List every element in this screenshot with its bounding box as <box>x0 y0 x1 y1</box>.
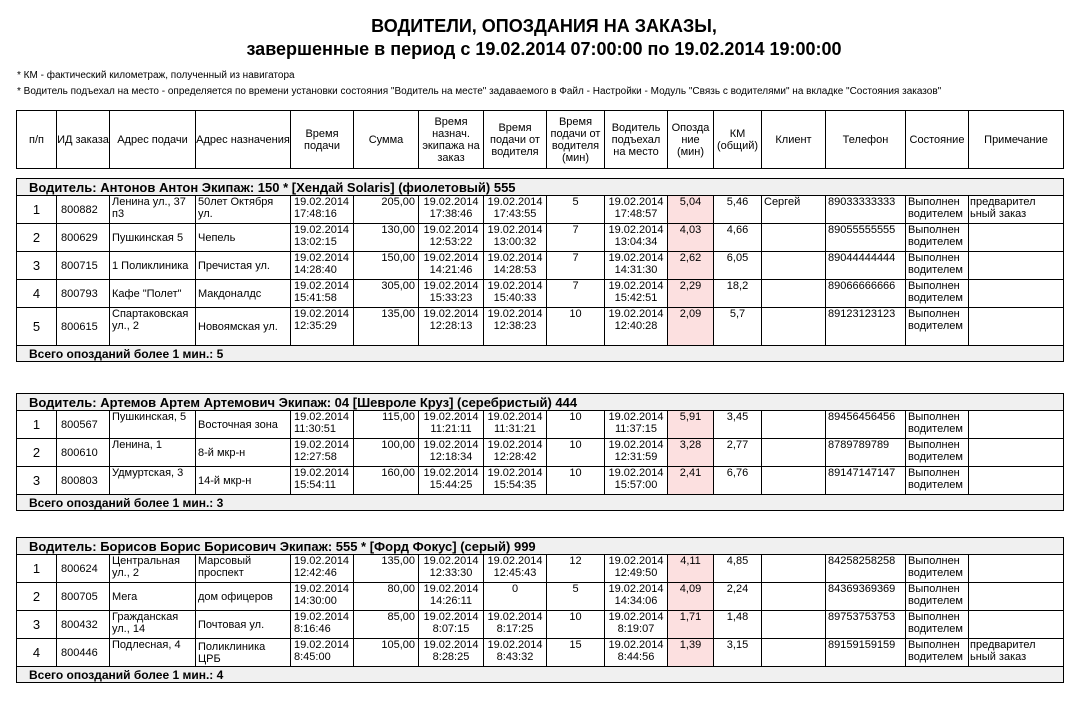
cell-late: 4,11 <box>668 555 714 583</box>
cell-driver-time: 19.02.2014 17:43:55 <box>484 196 547 224</box>
cell-pickup: Спартаковская ул., 2 <box>110 308 196 346</box>
cell-np: 4 <box>17 639 57 667</box>
col-np: п/п <box>17 111 57 169</box>
cell-client <box>762 411 826 439</box>
cell-driver-min: 7 <box>547 224 605 252</box>
cell-driver-time: 19.02.2014 12:45:43 <box>484 555 547 583</box>
cell-km: 6,76 <box>714 467 762 495</box>
cell-dest: 14-й мкр-н <box>196 467 291 495</box>
cell-arrived: 19.02.2014 17:48:57 <box>605 196 668 224</box>
cell-client <box>762 467 826 495</box>
table-row <box>17 611 1064 639</box>
cell-km: 5,46 <box>714 196 762 224</box>
cell-driver-time: 19.02.2014 8:43:32 <box>484 639 547 667</box>
cell-assigned: 19.02.2014 15:33:23 <box>419 280 484 308</box>
cell-remark <box>969 555 1064 583</box>
cell-id: 800624 <box>57 555 110 583</box>
cell-client <box>762 280 826 308</box>
cell-pickup: Кафе "Полет" <box>110 280 196 308</box>
cell-pickup: 1 Поликлиника <box>110 252 196 280</box>
cell-late: 5,04 <box>668 196 714 224</box>
cell-remark <box>969 280 1064 308</box>
col-driver-time: Время подачи от водителя <box>484 111 547 169</box>
cell-driver-min: 5 <box>547 583 605 611</box>
column-header-table <box>16 110 1064 169</box>
cell-remark <box>969 224 1064 252</box>
cell-phone: 89753753753 <box>826 611 906 639</box>
cell-client <box>762 308 826 346</box>
cell-id: 800803 <box>57 467 110 495</box>
cell-sum: 205,00 <box>354 196 419 224</box>
cell-assigned: 19.02.2014 14:21:46 <box>419 252 484 280</box>
cell-late: 2,41 <box>668 467 714 495</box>
cell-late: 1,39 <box>668 639 714 667</box>
table-row <box>17 467 1064 495</box>
cell-np: 5 <box>17 308 57 346</box>
cell-km: 4,85 <box>714 555 762 583</box>
cell-np: 2 <box>17 439 57 467</box>
col-id: ИД заказа <box>57 111 110 169</box>
cell-state: Выполнен водителем <box>906 467 969 495</box>
cell-id: 800793 <box>57 280 110 308</box>
cell-sum: 100,00 <box>354 439 419 467</box>
cell-pickup: Удмуртская, 3 <box>110 467 196 495</box>
cell-driver-time: 19.02.2014 8:17:25 <box>484 611 547 639</box>
cell-phone: 89055555555 <box>826 224 906 252</box>
cell-arrived: 19.02.2014 12:40:28 <box>605 308 668 346</box>
cell-dest: дом офицеров <box>196 583 291 611</box>
cell-time: 19.02.2014 13:02:15 <box>291 224 354 252</box>
cell-phone: 8789789789 <box>826 439 906 467</box>
driver-group-total: Всего опозданий более 1 мин.: 5 <box>17 346 1064 362</box>
report-title: ВОДИТЕЛИ, ОПОЗДАНИЯ НА ЗАКАЗЫ, <box>371 16 717 36</box>
col-remark: Примечание <box>969 111 1064 169</box>
cell-state: Выполнен водителем <box>906 252 969 280</box>
cell-assigned: 19.02.2014 15:44:25 <box>419 467 484 495</box>
cell-phone: 89147147147 <box>826 467 906 495</box>
cell-sum: 105,00 <box>354 639 419 667</box>
cell-id: 800615 <box>57 308 110 346</box>
cell-dest: Пречистая ул. <box>196 252 291 280</box>
table-row <box>17 252 1064 280</box>
note-km: * КМ - фактический километраж, полученный из навигатора <box>17 70 295 81</box>
cell-dest: Почтовая ул. <box>196 611 291 639</box>
cell-remark <box>969 411 1064 439</box>
cell-remark <box>969 467 1064 495</box>
cell-late: 2,29 <box>668 280 714 308</box>
cell-arrived: 19.02.2014 8:44:56 <box>605 639 668 667</box>
cell-assigned: 19.02.2014 8:07:15 <box>419 611 484 639</box>
cell-state: Выполнен водителем <box>906 611 969 639</box>
cell-driver-time: 19.02.2014 14:28:53 <box>484 252 547 280</box>
cell-state: Выполнен водителем <box>906 439 969 467</box>
col-dest: Адрес назначения <box>196 111 291 169</box>
col-km: КМ (общий) <box>714 111 762 169</box>
cell-dest: 50лет Октября ул. <box>196 196 291 224</box>
cell-id: 800567 <box>57 411 110 439</box>
cell-driver-min: 10 <box>547 611 605 639</box>
cell-client <box>762 252 826 280</box>
cell-assigned: 19.02.2014 17:38:46 <box>419 196 484 224</box>
col-assigned: Время назнач. экипажа на заказ <box>419 111 484 169</box>
table-row <box>17 411 1064 439</box>
cell-id: 800610 <box>57 439 110 467</box>
cell-id: 800446 <box>57 639 110 667</box>
cell-pickup: Пушкинская, 5 <box>110 411 196 439</box>
cell-driver-time: 0 <box>484 583 547 611</box>
cell-arrived: 19.02.2014 12:31:59 <box>605 439 668 467</box>
table-row <box>17 280 1064 308</box>
cell-driver-time: 19.02.2014 12:38:23 <box>484 308 547 346</box>
cell-client <box>762 439 826 467</box>
cell-state: Выполнен водителем <box>906 280 969 308</box>
cell-time: 19.02.2014 11:30:51 <box>291 411 354 439</box>
cell-assigned: 19.02.2014 8:28:25 <box>419 639 484 667</box>
cell-driver-time: 19.02.2014 15:40:33 <box>484 280 547 308</box>
driver-group <box>16 537 1064 683</box>
cell-arrived: 19.02.2014 15:42:51 <box>605 280 668 308</box>
cell-phone: 89456456456 <box>826 411 906 439</box>
cell-np: 2 <box>17 224 57 252</box>
table-row <box>17 583 1064 611</box>
col-late: Опозда ние (мин) <box>668 111 714 169</box>
cell-id: 800705 <box>57 583 110 611</box>
cell-driver-time: 19.02.2014 11:31:21 <box>484 411 547 439</box>
report-subtitle: завершенные в период с 19.02.2014 07:00:00 по 19.02.2014 19:00:00 <box>246 39 842 59</box>
cell-arrived: 19.02.2014 11:37:15 <box>605 411 668 439</box>
cell-dest: 8-й мкр-н <box>196 439 291 467</box>
table-row <box>17 639 1064 667</box>
cell-late: 4,03 <box>668 224 714 252</box>
col-time: Время подачи <box>291 111 354 169</box>
cell-np: 1 <box>17 411 57 439</box>
cell-time: 19.02.2014 8:45:00 <box>291 639 354 667</box>
cell-assigned: 19.02.2014 12:28:13 <box>419 308 484 346</box>
cell-state: Выполнен водителем <box>906 224 969 252</box>
cell-state: Выполнен водителем <box>906 639 969 667</box>
driver-group-header: Водитель: Артемов Артем Артемович Экипаж: 04 [Шевроле Круз] (серебристый) 444 <box>17 394 1064 411</box>
cell-late: 5,91 <box>668 411 714 439</box>
col-phone: Телефон <box>826 111 906 169</box>
driver-group <box>16 393 1064 511</box>
cell-state: Выполнен водителем <box>906 196 969 224</box>
driver-group-total: Всего опозданий более 1 мин.: 3 <box>17 495 1064 511</box>
driver-group-header: Водитель: Антонов Антон Экипаж: 150 * [Хендай Solaris] (фиолетовый) 555 <box>17 179 1064 196</box>
cell-time: 19.02.2014 12:27:58 <box>291 439 354 467</box>
col-arrived: Водитель подъехал на место <box>605 111 668 169</box>
cell-driver-time: 19.02.2014 15:54:35 <box>484 467 547 495</box>
cell-km: 1,48 <box>714 611 762 639</box>
cell-time: 19.02.2014 15:41:58 <box>291 280 354 308</box>
cell-dest: Поликлиника ЦРБ <box>196 639 291 667</box>
col-pickup: Адрес подачи <box>110 111 196 169</box>
cell-phone: 89123123123 <box>826 308 906 346</box>
cell-id: 800882 <box>57 196 110 224</box>
cell-np: 3 <box>17 467 57 495</box>
table-row <box>17 555 1064 583</box>
cell-arrived: 19.02.2014 14:34:06 <box>605 583 668 611</box>
cell-driver-min: 15 <box>547 639 605 667</box>
cell-remark <box>969 611 1064 639</box>
cell-phone: 89066666666 <box>826 280 906 308</box>
cell-driver-min: 10 <box>547 411 605 439</box>
cell-driver-min: 7 <box>547 252 605 280</box>
table-row <box>17 196 1064 224</box>
cell-assigned: 19.02.2014 12:18:34 <box>419 439 484 467</box>
cell-dest: Марсовый проспект <box>196 555 291 583</box>
cell-id: 800629 <box>57 224 110 252</box>
cell-time: 19.02.2014 14:30:00 <box>291 583 354 611</box>
cell-late: 4,09 <box>668 583 714 611</box>
cell-late: 3,28 <box>668 439 714 467</box>
cell-state: Выполнен водителем <box>906 555 969 583</box>
cell-arrived: 19.02.2014 15:57:00 <box>605 467 668 495</box>
cell-driver-min: 10 <box>547 308 605 346</box>
cell-late: 2,62 <box>668 252 714 280</box>
cell-sum: 160,00 <box>354 467 419 495</box>
cell-dest: Новоямская ул. <box>196 308 291 346</box>
cell-time: 19.02.2014 12:35:29 <box>291 308 354 346</box>
cell-arrived: 19.02.2014 14:31:30 <box>605 252 668 280</box>
cell-client <box>762 611 826 639</box>
cell-pickup: Подлесная, 4 <box>110 639 196 667</box>
cell-time: 19.02.2014 12:42:46 <box>291 555 354 583</box>
cell-km: 4,66 <box>714 224 762 252</box>
cell-driver-time: 19.02.2014 13:00:32 <box>484 224 547 252</box>
cell-np: 3 <box>17 252 57 280</box>
cell-arrived: 19.02.2014 13:04:34 <box>605 224 668 252</box>
table-row <box>17 224 1064 252</box>
note-arrival: * Водитель подъехал на место - определяется по времени установки состояния "Водитель на месте" задаваемого в Файл - Настройки - Модуль "Связь с водителями" на вкладке "Состояния заказов" <box>17 86 942 97</box>
cell-time: 19.02.2014 8:16:46 <box>291 611 354 639</box>
cell-client <box>762 555 826 583</box>
cell-km: 18,2 <box>714 280 762 308</box>
cell-km: 6,05 <box>714 252 762 280</box>
cell-arrived: 19.02.2014 12:49:50 <box>605 555 668 583</box>
cell-remark <box>969 583 1064 611</box>
cell-pickup: Гражданская ул., 14 <box>110 611 196 639</box>
col-client: Клиент <box>762 111 826 169</box>
driver-group-header: Водитель: Борисов Борис Борисович Экипаж: 555 * [Форд Фокус] (серый) 999 <box>17 538 1064 555</box>
cell-phone: 84369369369 <box>826 583 906 611</box>
cell-np: 1 <box>17 196 57 224</box>
table-row <box>17 439 1064 467</box>
cell-id: 800715 <box>57 252 110 280</box>
table-row <box>17 308 1064 346</box>
cell-remark: предварител ьный заказ <box>969 196 1064 224</box>
cell-driver-min: 12 <box>547 555 605 583</box>
cell-state: Выполнен водителем <box>906 308 969 346</box>
cell-late: 1,71 <box>668 611 714 639</box>
cell-dest: Макдоналдс <box>196 280 291 308</box>
cell-km: 3,45 <box>714 411 762 439</box>
cell-phone: 89044444444 <box>826 252 906 280</box>
driver-group <box>16 178 1064 362</box>
cell-arrived: 19.02.2014 8:19:07 <box>605 611 668 639</box>
cell-assigned: 19.02.2014 12:33:30 <box>419 555 484 583</box>
cell-np: 1 <box>17 555 57 583</box>
cell-remark <box>969 308 1064 346</box>
driver-group-total: Всего опозданий более 1 мин.: 4 <box>17 667 1064 683</box>
cell-driver-min: 10 <box>547 467 605 495</box>
cell-pickup: Мега <box>110 583 196 611</box>
cell-sum: 135,00 <box>354 555 419 583</box>
cell-phone: 89159159159 <box>826 639 906 667</box>
cell-assigned: 19.02.2014 11:21:11 <box>419 411 484 439</box>
cell-time: 19.02.2014 15:54:11 <box>291 467 354 495</box>
cell-pickup: Ленина, 1 <box>110 439 196 467</box>
cell-sum: 80,00 <box>354 583 419 611</box>
cell-client <box>762 583 826 611</box>
cell-np: 3 <box>17 611 57 639</box>
cell-np: 4 <box>17 280 57 308</box>
cell-sum: 85,00 <box>354 611 419 639</box>
cell-late: 2,09 <box>668 308 714 346</box>
cell-pickup: Ленина ул., 37 п3 <box>110 196 196 224</box>
cell-state: Выполнен водителем <box>906 583 969 611</box>
cell-sum: 130,00 <box>354 224 419 252</box>
cell-client <box>762 639 826 667</box>
cell-phone: 84258258258 <box>826 555 906 583</box>
col-state: Состояние <box>906 111 969 169</box>
cell-sum: 305,00 <box>354 280 419 308</box>
cell-phone: 89033333333 <box>826 196 906 224</box>
cell-time: 19.02.2014 17:48:16 <box>291 196 354 224</box>
cell-driver-min: 5 <box>547 196 605 224</box>
cell-sum: 150,00 <box>354 252 419 280</box>
cell-remark <box>969 252 1064 280</box>
cell-driver-min: 7 <box>547 280 605 308</box>
cell-sum: 135,00 <box>354 308 419 346</box>
cell-km: 2,77 <box>714 439 762 467</box>
cell-dest: Восточная зона <box>196 411 291 439</box>
cell-time: 19.02.2014 14:28:40 <box>291 252 354 280</box>
col-sum: Сумма <box>354 111 419 169</box>
cell-np: 2 <box>17 583 57 611</box>
cell-driver-time: 19.02.2014 12:28:42 <box>484 439 547 467</box>
cell-remark <box>969 439 1064 467</box>
col-driver-min: Время подачи от водителя (мин) <box>547 111 605 169</box>
cell-pickup: Центральная ул., 2 <box>110 555 196 583</box>
cell-pickup: Пушкинская 5 <box>110 224 196 252</box>
cell-km: 5,7 <box>714 308 762 346</box>
cell-id: 800432 <box>57 611 110 639</box>
cell-km: 2,24 <box>714 583 762 611</box>
cell-client: Сергей <box>762 196 826 224</box>
cell-driver-min: 10 <box>547 439 605 467</box>
cell-assigned: 19.02.2014 14:26:11 <box>419 583 484 611</box>
cell-state: Выполнен водителем <box>906 411 969 439</box>
cell-km: 3,15 <box>714 639 762 667</box>
cell-remark: предварител ьный заказ <box>969 639 1064 667</box>
cell-assigned: 19.02.2014 12:53:22 <box>419 224 484 252</box>
cell-sum: 115,00 <box>354 411 419 439</box>
cell-client <box>762 224 826 252</box>
cell-dest: Чепель <box>196 224 291 252</box>
